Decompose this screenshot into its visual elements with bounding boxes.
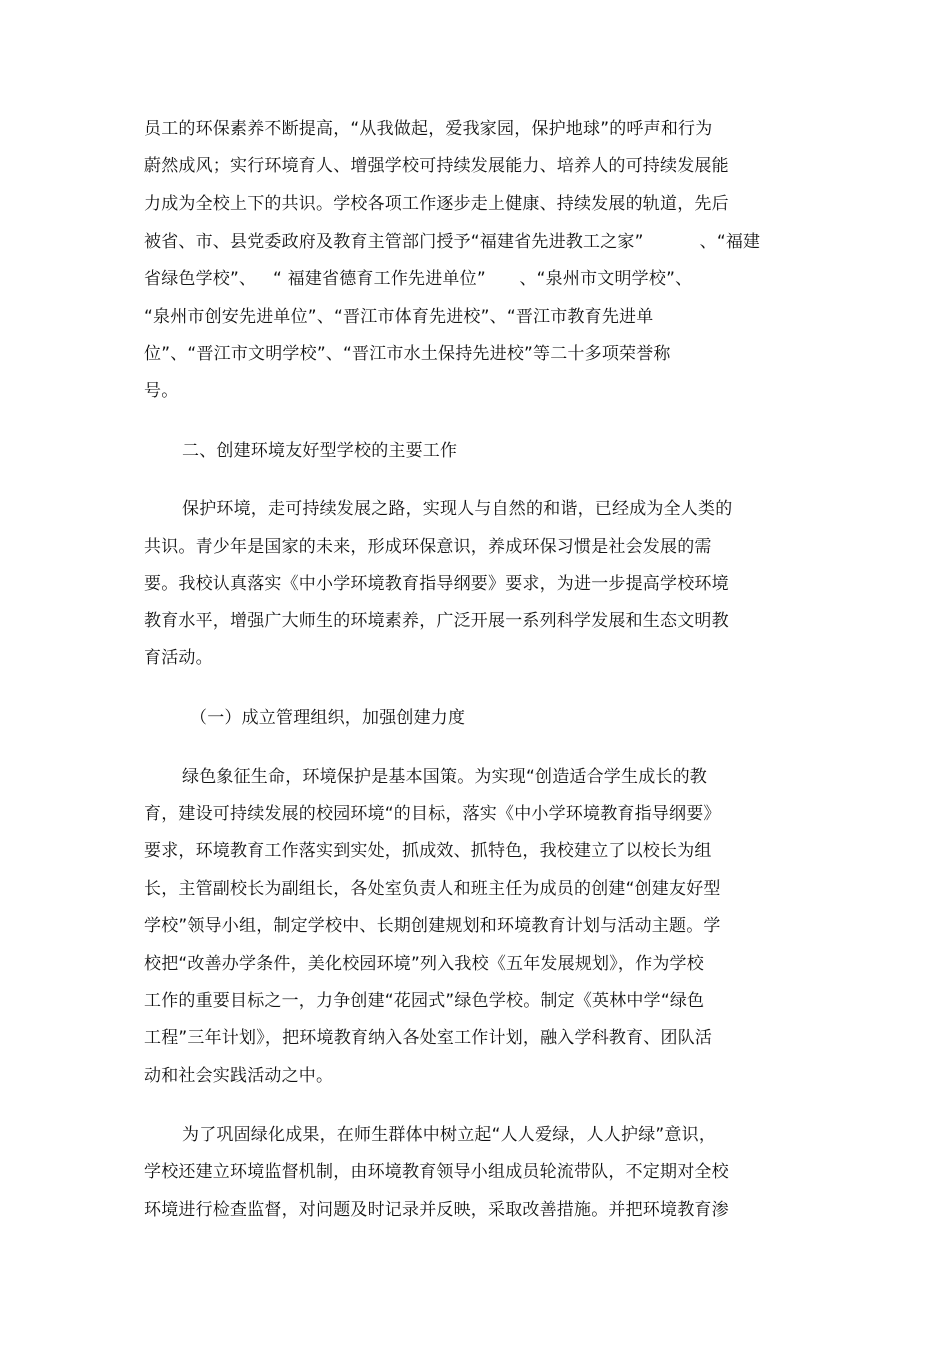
subsection-heading: （一）成立管理组织，加强创建力度 bbox=[190, 708, 466, 728]
text-line-5: 省绿色学校”、 “ 福建省德育工作先进单位” 、“泉州市文明学校”、 bbox=[144, 269, 693, 289]
text-line-1: 员工的环保素养不断提高，“从我做起，爱我家园，保护地球”的呼声和行为 bbox=[144, 119, 713, 139]
text-line-22: 工作的重要目标之一，力争创建“花园式”绿色学校。制定《英林中学“绿色 bbox=[144, 991, 705, 1011]
text-line-19: 长，主管副校长为副组长，各处室负责人和班主任为成员的创建“创建友好型 bbox=[144, 879, 721, 899]
text-line-21: 校把“改善办学条件，美化校园环境”列入我校《五年发展规划》，作为学校 bbox=[144, 954, 704, 974]
text-line-18: 要求，环境教育工作落实到实处，抓成效、抓特色，我校建立了以校长为组 bbox=[144, 841, 712, 861]
text-line-2: 蔚然成风；实行环境育人、增强学校可持续发展能力、培养人的可持续发展能 bbox=[144, 156, 729, 176]
text-line-24: 动和社会实践活动之中。 bbox=[144, 1066, 334, 1086]
text-line-12: 要。我校认真落实《中小学环境教育指导纲要》要求，为进一步提高学校环境 bbox=[144, 574, 729, 594]
text-line-6: “泉州市创安先进单位”、“晋江市体育先进校”、“晋江市教育先进单 bbox=[144, 307, 654, 327]
text-line-23: 工程”三年计划》，把环境教育纳入各处室工作计划，融入学科教育、团队活 bbox=[144, 1028, 713, 1048]
text-line-14: 育活动。 bbox=[144, 648, 213, 668]
text-line-26: 学校还建立环境监督机制，由环境教育领导小组成员轮流带队，不定期对全校 bbox=[144, 1162, 729, 1182]
text-line-3: 力成为全校上下的共识。学校各项工作逐步走上健康、持续发展的轨道，先后 bbox=[144, 194, 729, 214]
text-line-10: 保护环境，走可持续发展之路，实现人与自然的和谐，已经成为全人类的 bbox=[182, 499, 733, 519]
text-line-17: 育，建设可持续发展的校园环境“的目标，落实《中小学环境教育指导纲要》 bbox=[144, 804, 721, 824]
text-line-7: 位”、“晋江市文明学校”、“晋江市水土保持先进校”等二十多项荣誉称 bbox=[144, 344, 671, 364]
text-line-16: 绿色象征生命，环境保护是基本国策。为实现“创造适合学生成长的教 bbox=[182, 767, 708, 787]
text-line-8: 号。 bbox=[144, 381, 179, 401]
text-line-27: 环境进行检查监督，对问题及时记录并反映，采取改善措施。并把环境教育渗 bbox=[144, 1200, 729, 1220]
text-line-20: 学校”领导小组，制定学校中、长期创建规划和环境教育计划与活动主题。学 bbox=[144, 916, 721, 936]
text-line-25: 为了巩固绿化成果，在师生群体中树立起“人人爱绿，人人护绿”意识， bbox=[182, 1125, 717, 1145]
text-line-13: 教育水平，增强广大师生的环境素养，广泛开展一系列科学发展和生态文明教 bbox=[144, 611, 729, 631]
section-heading: 二、创建环境友好型学校的主要工作 bbox=[182, 441, 458, 461]
text-line-4: 被省、市、县党委政府及教育主管部门授予“福建省先进教工之家” 、“福建 bbox=[144, 232, 761, 252]
text-line-11: 共识。青少年是国家的未来，形成环保意识，养成环保习惯是社会发展的需 bbox=[144, 537, 712, 557]
